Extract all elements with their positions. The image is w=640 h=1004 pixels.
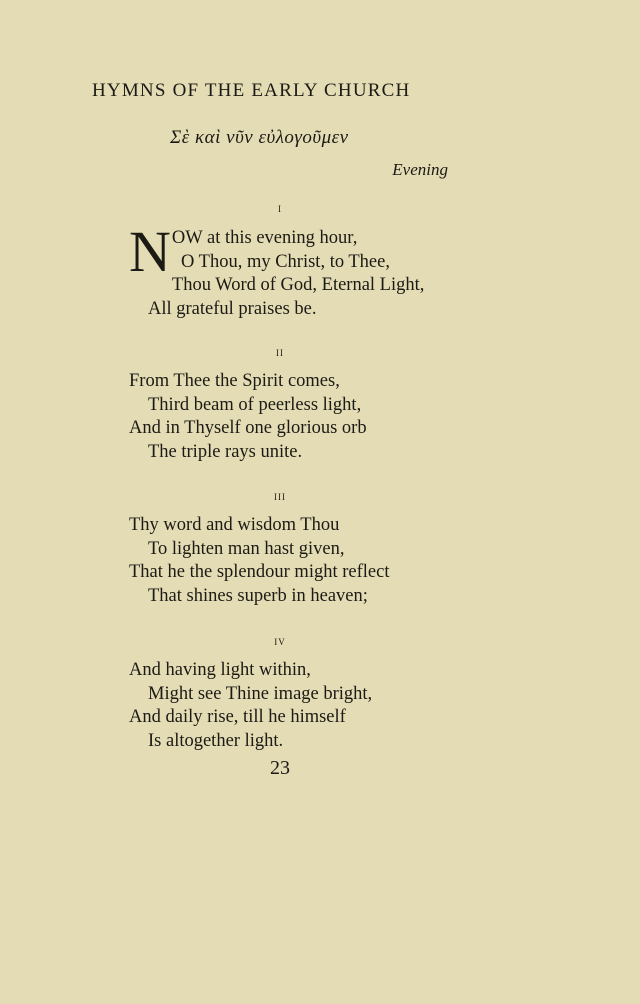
drop-cap: N — [129, 219, 171, 284]
stanza-line: Thou Word of God, Eternal Light, — [171, 275, 425, 295]
first-word-rest: OW — [171, 228, 203, 248]
stanza-numeral-4: iv — [274, 633, 286, 648]
stanza-numeral-1: i — [278, 200, 282, 215]
stanza-line: And having light within, — [129, 660, 311, 680]
stanza-line: That shines superb in heaven; — [148, 585, 368, 606]
stanza-line: From Thee the Spirit comes, — [129, 371, 340, 391]
stanza-line: Thy word and wisdom Thou — [129, 515, 340, 535]
stanza-3 — [129, 514, 389, 608]
stanza-numeral-3: iii — [274, 488, 286, 503]
first-line-rest: at this evening hour, — [202, 228, 358, 248]
stanza-line: And in Thyself one glorious orb — [129, 418, 367, 438]
stanza-line: All grateful praises be. — [148, 298, 317, 319]
stanza-line: O Thou, my Christ, to Thee, — [181, 251, 390, 272]
stanza-line: To lighten man hast given, — [148, 538, 345, 559]
hymn-subtitle: Evening — [392, 160, 448, 179]
stanza-4 — [129, 659, 372, 753]
hymn-title-greek: Σὲ καὶ νῦν εὐλογοῦμεν — [170, 127, 349, 148]
stanza-line: Third beam of peerless light, — [148, 394, 362, 415]
stanza-line: Might see Thine image bright, — [148, 683, 373, 704]
stanza-line: That he the splendour might reflect — [129, 562, 390, 582]
stanza-line: Is altogether light. — [148, 730, 284, 751]
stanza-1 — [129, 219, 425, 321]
running-head: HYMNS OF THE EARLY CHURCH — [92, 80, 411, 101]
stanza-line: The triple rays unite. — [148, 441, 303, 462]
stanza-2 — [129, 370, 367, 464]
stanza-numeral-2: ii — [276, 344, 284, 359]
page-number: 23 — [270, 757, 290, 779]
stanza-line: And daily rise, till he himself — [129, 707, 346, 727]
